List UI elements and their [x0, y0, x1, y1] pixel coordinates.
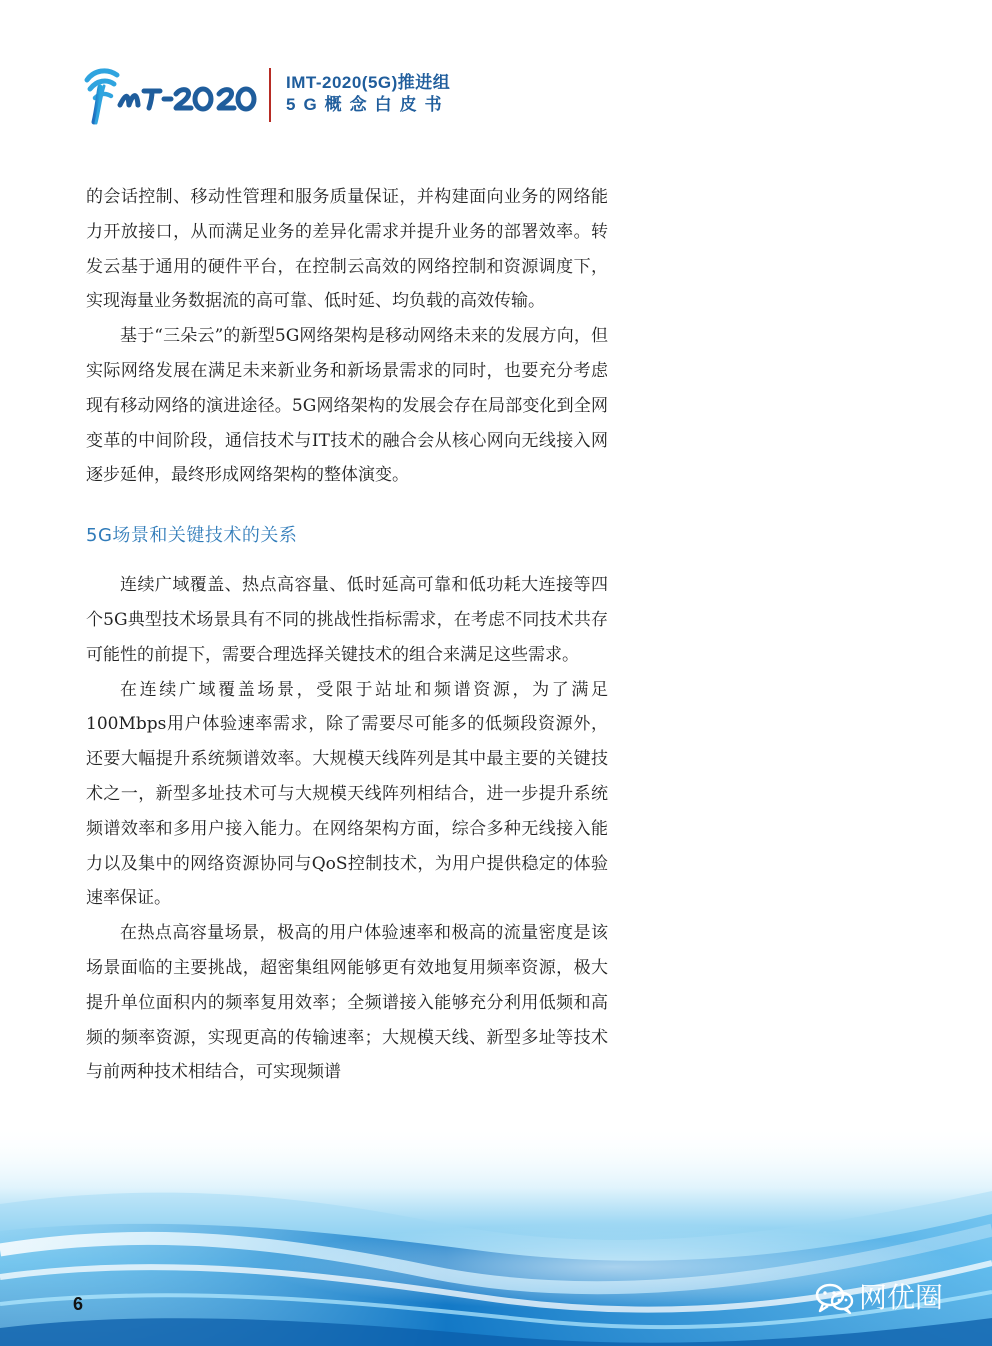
- imt-2020-logo: [80, 62, 258, 126]
- body-paragraph-3: 连续广域覆盖、热点高容量、低时延高可靠和低功耗大连接等四个5G典型技术场景具有不同的挑战性指标需求，在考虑不同技术共存可能性的前提下，需要合理选择关键技术的组合来满足这些需求。: [86, 575, 608, 665]
- wechat-icon: [815, 1281, 855, 1315]
- page-number: 6: [73, 1294, 84, 1314]
- body-paragraph-1: 的会话控制、移动性管理和服务质量保证，并构建面向业务的网络能力开放接口，从而满足业务的差异化需求并提升业务的部署效率。转发云基于通用的硬件平台，在控制云高效的网络控制和资源调度下，实现海量业务数据流的高可靠、低时延、均负载的高效传输。: [86, 187, 608, 312]
- body-paragraph-2: 基于“三朵云”的新型5G网络架构是移动网络未来的发展方向，但实际网络发展在满足未来新业务和新场景需求的同时，也要充分考虑现有移动网络的演进途径。5G网络架构的发展会存在局部变化到全网变革的中间阶段，通信技术与IT技术的融合会从核心网向无线接入网逐步延伸，最终形成网络架构的整体演变。: [86, 326, 608, 486]
- body-paragraph-4: 在连续广域覆盖场景，受限于站址和频谱资源，为了满足100Mbps用户体验速率需求，除了需要尽可能多的低频段资源外，还要大幅提升系统频谱效率。大规模天线阵列是其中最主要的关键技术之一，新型多址技术可与大规模天线阵列相结合，进一步提升系统频谱效率和多用户接入能力。在网络架构方面，综合多种无线接入能力以及集中的网络资源协同与QoS控制技术，为用户提供稳定的体验速率保证。: [86, 679, 608, 909]
- page-header: [80, 62, 500, 128]
- organization-title: IMT-2020(5G)推进组: [286, 73, 451, 92]
- body-paragraph-5: 在热点高容量场景，极高的用户体验速率和极高的流量密度是该场景面临的主要挑战，超密集组网能够更有效地复用频率资源，极大提升单位面积内的频率复用效率；全频谱接入能够充分利用低频和高频的频率资源，实现更高的传输速率；大规模天线、新型多址等技术与前两种技术相结合，可实现频谱: [86, 923, 608, 1083]
- header-text: [286, 72, 450, 116]
- wechat-watermark: [815, 1278, 943, 1318]
- document-title: 5G概念白皮书: [286, 95, 450, 114]
- section-heading: 5G场景和关键技术的关系: [86, 525, 298, 547]
- header-divider: [269, 68, 271, 122]
- watermark-text: 网优圈: [859, 1281, 944, 1314]
- main-content: [86, 180, 608, 1090]
